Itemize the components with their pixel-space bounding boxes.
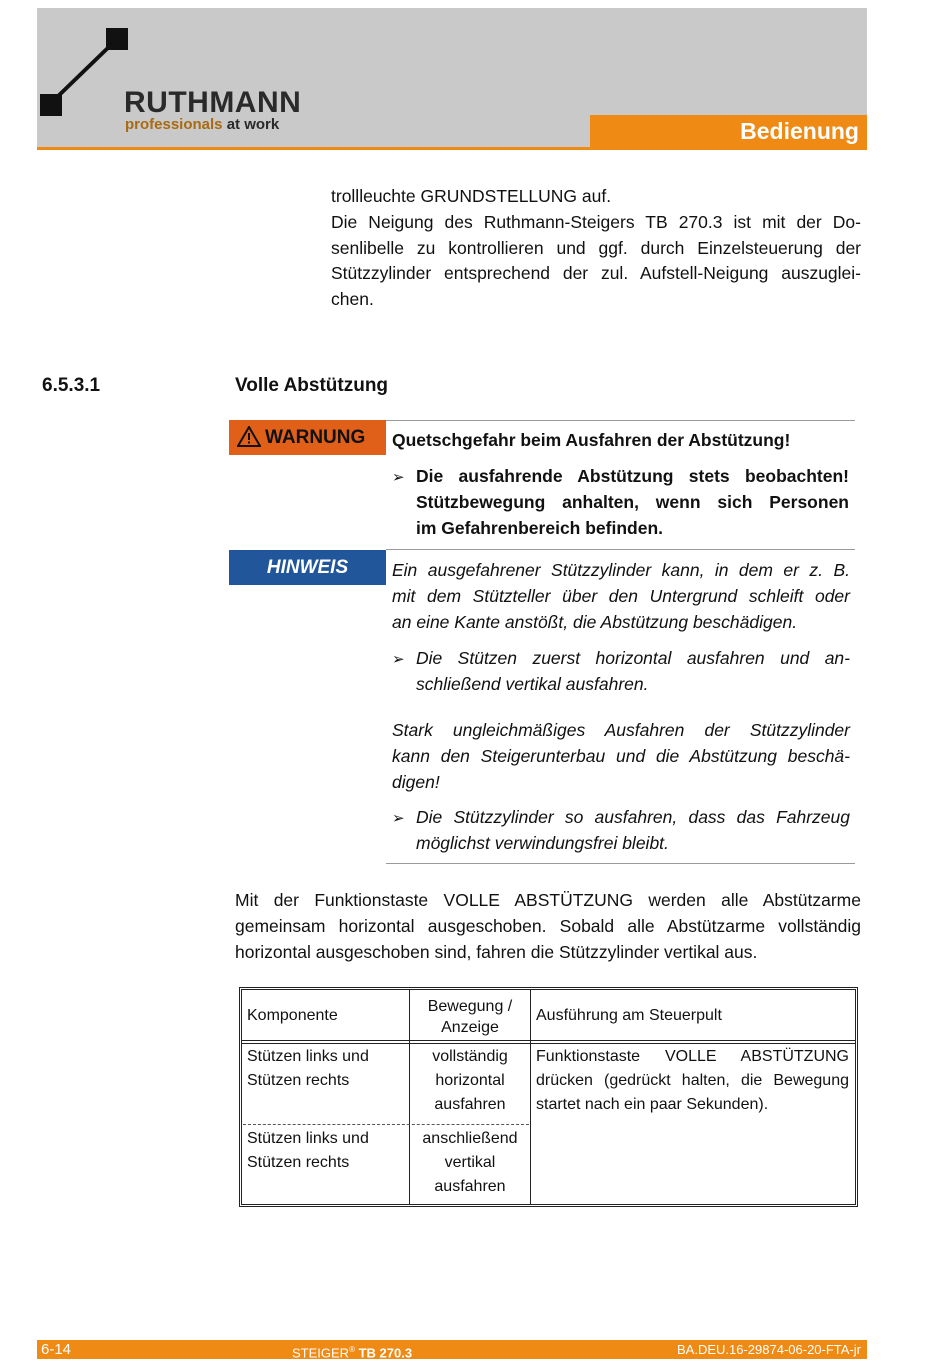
section-tab: Bedienung xyxy=(590,115,867,148)
cell-line: Stützen links und xyxy=(247,1130,369,1147)
section-title: Volle Abstützung xyxy=(235,375,389,396)
brand-tagline-at-work: at work xyxy=(226,116,280,133)
section-number: 6.5.3.1 xyxy=(42,375,101,396)
table-header-execution: Ausführung am Steuerpult xyxy=(536,1007,722,1024)
cell-line: vertikal xyxy=(444,1154,496,1171)
table-row-divider xyxy=(243,1124,529,1125)
cell-line: anschließend xyxy=(422,1130,518,1147)
hint-paragraph-2 xyxy=(392,718,850,795)
warning-line: Die ausfahrende Abstützung stets beobachten! xyxy=(416,466,849,486)
header-divider xyxy=(37,147,867,150)
model-name xyxy=(292,1340,412,1362)
warning-title: Quetschgefahr beim Ausfahren der Abstützung! xyxy=(392,430,791,450)
intro-line: Die Neigung des Ruthmann-Steigers TB 270.3 ist mit der Do- xyxy=(331,211,861,232)
intro-paragraph xyxy=(331,184,861,313)
table-column-divider xyxy=(409,990,410,1205)
warning-instruction xyxy=(416,464,849,541)
ruthmann-logo-icon xyxy=(40,26,130,118)
hint-line: Die Stützen zuerst horizontal ausfahren und an- xyxy=(416,648,850,668)
hint-instruction-2 xyxy=(416,805,850,857)
page-footer xyxy=(37,1340,867,1359)
model-number: TB 270.3 xyxy=(358,1345,413,1361)
hint-line: an eine Kante anstößt, die Abstützung beschädigen. xyxy=(392,611,798,632)
table-header-movement xyxy=(412,996,528,1038)
document-code: BA.DEU.16-29874-06-20-FTA-jr xyxy=(677,1342,861,1357)
brand-tagline-professionals: professionals xyxy=(125,116,223,133)
divider xyxy=(386,549,855,550)
cell-line: Stützen links und xyxy=(247,1048,369,1065)
table-header-line: Bewegung / xyxy=(427,998,513,1015)
hint-line: kann den Steigerunterbau und die Abstützung beschä- xyxy=(392,745,850,766)
table-cell-component xyxy=(247,1045,369,1093)
hint-line: möglichst verwindungsfrei bleibt. xyxy=(416,832,669,853)
warning-line: Stützbewegung anhalten, wenn sich Personen xyxy=(416,491,849,512)
table-header-component: Komponente xyxy=(247,1007,338,1024)
bullet-arrow-icon: ➢ xyxy=(392,810,405,827)
hint-line: digen! xyxy=(392,771,440,792)
table-cell-movement xyxy=(412,1127,528,1199)
warning-triangle-icon xyxy=(237,426,261,447)
brand-tagline xyxy=(125,116,279,133)
warning-badge xyxy=(229,420,386,455)
table-cell-component xyxy=(247,1127,369,1175)
main-line: horizontal ausgeschoben sind, fahren die Stützzylinder vertikal aus. xyxy=(235,941,758,962)
divider xyxy=(386,420,855,421)
cell-line: horizontal xyxy=(435,1072,505,1089)
cell-line: vollständig xyxy=(432,1048,508,1065)
main-line: gemeinsam horizontal ausgeschoben. Sobald alle Abstützarme vollständig xyxy=(235,915,861,936)
intro-line: senlibelle zu kontrollieren und ggf. durch Einzelsteuerung der xyxy=(331,237,861,258)
hint-line: Die Stützzylinder so ausfahren, dass das Fahrzeug xyxy=(416,807,850,827)
table-header-line: Anzeige xyxy=(441,1019,499,1036)
intro-line: chen. xyxy=(331,289,374,310)
hint-line: schließend vertikal ausfahren. xyxy=(416,673,649,694)
main-line: Mit der Funktionstaste VOLLE ABSTÜTZUNG werden alle Abstützarme xyxy=(235,890,861,910)
bullet-arrow-icon: ➢ xyxy=(392,469,405,486)
warning-line: im Gefahrenbereich befinden. xyxy=(416,517,663,538)
cell-line: Stützen rechts xyxy=(247,1154,350,1171)
table-header-rule xyxy=(241,1040,856,1044)
intro-line: trollleuchte GRUNDSTELLUNG auf. xyxy=(331,186,612,206)
hint-instruction-1 xyxy=(416,646,850,698)
cell-line: drücken (gedrückt halten, die Bewegung xyxy=(536,1072,849,1089)
hint-badge: HINWEIS xyxy=(229,550,386,585)
hint-paragraph-1 xyxy=(392,558,850,635)
table-cell-execution xyxy=(536,1045,849,1117)
hint-line: mit dem Stützteller über den Untergrund schleift oder xyxy=(392,585,850,606)
page-number: 6-14 xyxy=(41,1341,72,1358)
cell-line: ausfahren xyxy=(434,1096,506,1113)
cell-line: Funktionstaste VOLLE ABSTÜTZUNG xyxy=(536,1048,849,1065)
registered-mark: ® xyxy=(349,1345,355,1354)
cell-line: startet nach ein paar Sekunden). xyxy=(536,1096,769,1113)
cell-line: Stützen rechts xyxy=(247,1072,350,1089)
hint-line: Stark ungleichmäßiges Ausfahren der Stützzylinder xyxy=(392,720,850,740)
brand-name: RUTHMANN xyxy=(124,86,302,119)
warning-badge-label: WARNUNG xyxy=(265,427,366,448)
bullet-arrow-icon: ➢ xyxy=(392,651,405,668)
divider xyxy=(386,863,855,864)
hint-line: Ein ausgefahrener Stützzylinder kann, in dem er z. B. xyxy=(392,560,850,580)
model-prefix: STEIGER xyxy=(292,1345,350,1361)
table-cell-movement xyxy=(412,1045,528,1117)
intro-line: Stützzylinder entsprechend der zul. Aufstell-Neigung auszuglei- xyxy=(331,263,861,284)
table-column-divider xyxy=(530,990,531,1205)
main-paragraph xyxy=(235,888,861,965)
cell-line: ausfahren xyxy=(434,1178,506,1195)
